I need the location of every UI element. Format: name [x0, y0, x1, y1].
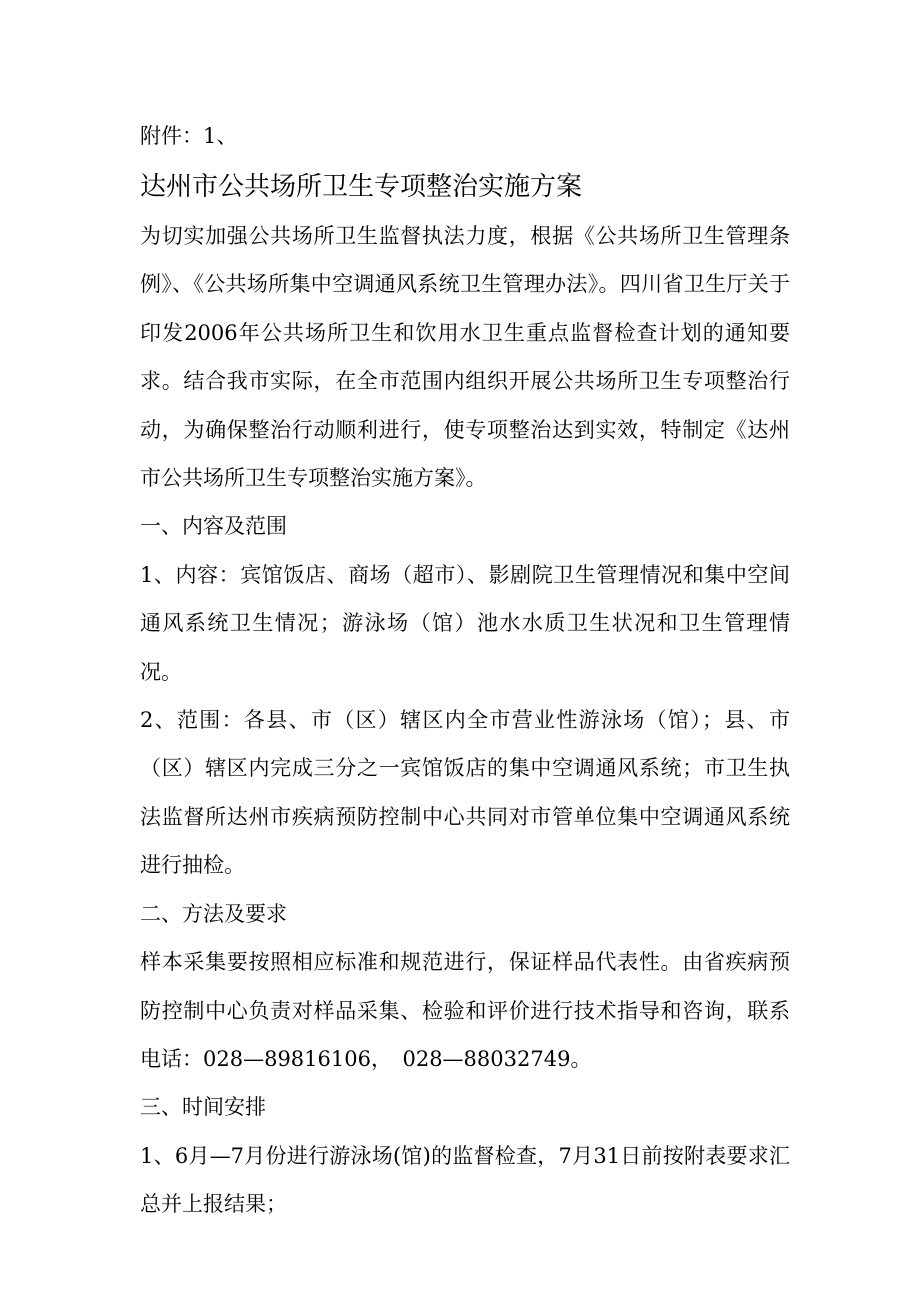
document-title: 达州市公共场所卫生专项整治实施方案 [140, 172, 583, 202]
document-body [140, 212, 790, 1229]
intro-paragraph: 为切实加强公共场所卫生监督执法力度，根据《公共场所卫生管理条例》、《公共场所集中空调通风系统卫生管理办法》。四川省卫生厅关于印发2006年公共场所卫生和饮用水卫生重点监督检查计划的通知要求。结合我市实际，在全市范围内组织开展公共场所卫生专项整治行动，为确保整治行动顺利进行，使专项整治达到实效，特制定《达州市公共场所卫生专项整治实施方案》。 [140, 224, 790, 491]
section-heading-methods: 二、方法及要求 [140, 901, 287, 926]
scope-content-paragraph: 1、内容：宾馆饭店、商场（超市）、影剧院卫生管理情况和集中空间通风系统卫生情况；游泳场（馆）池水水质卫生状况和卫生管理情况。 [140, 562, 790, 684]
scope-range-paragraph: 2、范围：各县、市（区）辖区内全市营业性游泳场（馆）；县、市（区）辖区内完成三分之一宾馆饭店的集中空调通风系统；市卫生执法监督所达州市疾病预防控制中心共同对市管单位集中空调通风系统进行抽检。 [140, 708, 790, 878]
methods-paragraph: 样本采集要按照相应标准和规范进行，保证样品代表性。由省疾病预防控制中心负责对样品采集、检验和评价进行技术指导和咨询，联系电话：028—89816106， 028—88032749。 [140, 950, 790, 1071]
section-heading-schedule: 三、时间安排 [140, 1095, 266, 1120]
schedule-paragraph: 1、6月—7月份进行游泳场(馆)的监督检查，7月31日前按附表要求汇总并上报结果； [140, 1143, 790, 1217]
section-heading-scope: 一、内容及范围 [140, 514, 287, 539]
attachment-label: 附件：1、 [140, 124, 238, 148]
